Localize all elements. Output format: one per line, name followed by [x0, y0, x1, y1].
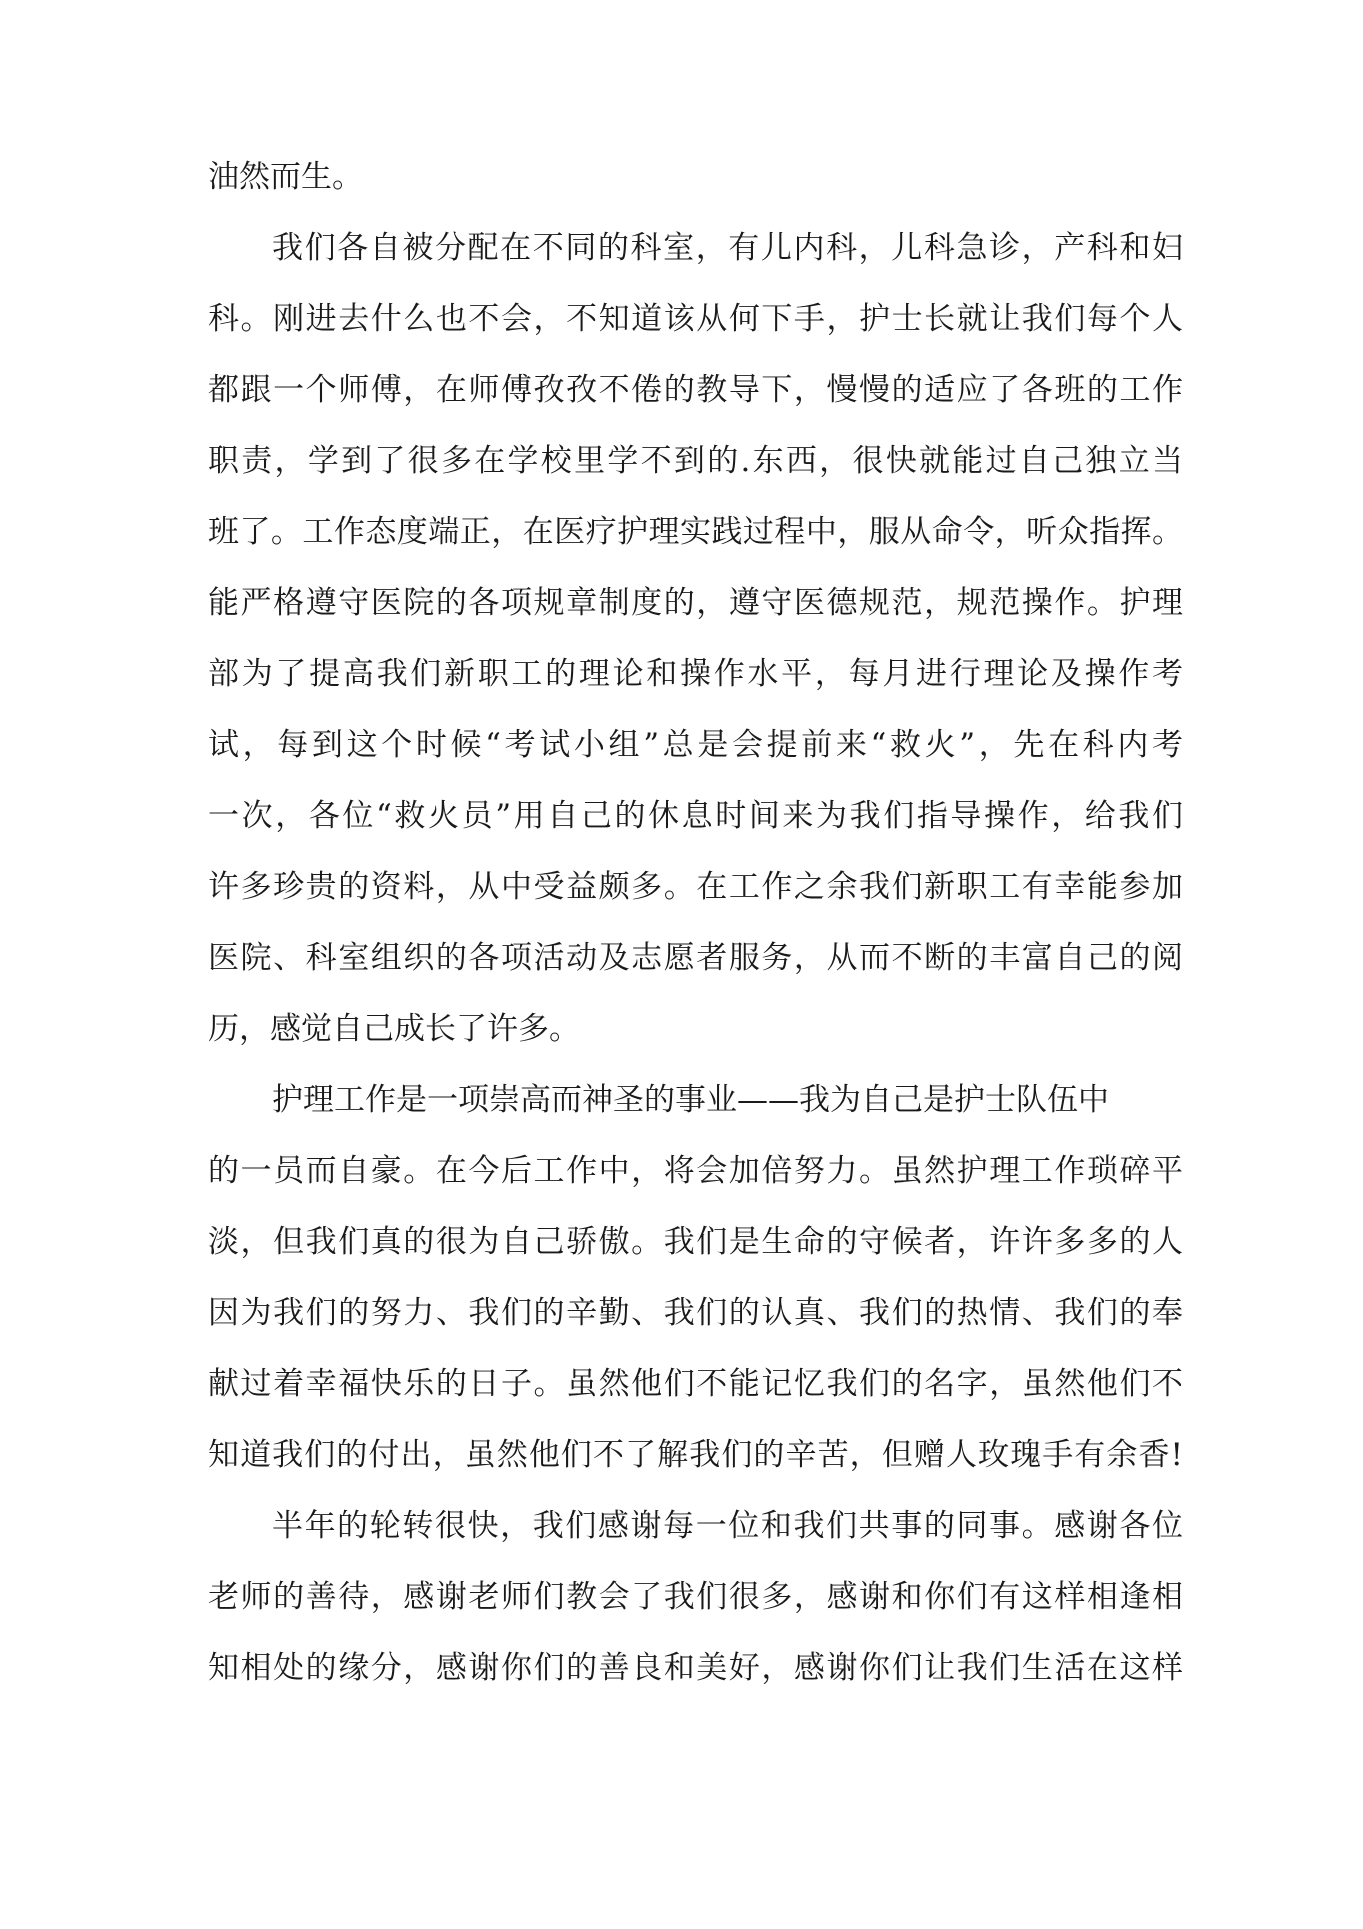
- text-line: 知道我们的付出，虽然他们不了解我们的辛苦，但赠人玫瑰手有余香!: [208, 1437, 1183, 1473]
- text-line: 试，每到这个时候“考试小组”总是会提前来“救火”，先在科内考: [208, 727, 1183, 763]
- text-line: 许多珍贵的资料，从中受益颇多。在工作之余我们新职工有幸能参加: [208, 869, 1183, 905]
- text-line: 老师的善待，感谢老师们教会了我们很多，感谢和你们有这样相逢相: [208, 1579, 1183, 1615]
- text-line: 淡，但我们真的很为自己骄傲。我们是生命的守候者，许许多多的人: [208, 1224, 1183, 1260]
- text-line: 部为了提高我们新职工的理论和操作水平，每月进行理论及操作考: [208, 656, 1183, 692]
- text-line: 油然而生。: [208, 159, 363, 195]
- text-line: 因为我们的努力、我们的辛勤、我们的认真、我们的热情、我们的奉: [208, 1295, 1183, 1331]
- text-line: 班了。工作态度端正，在医疗护理实践过程中，服从命令，听众指挥。: [208, 514, 1183, 550]
- text-line: 历，感觉自己成长了许多。: [208, 1011, 580, 1047]
- text-line: 能严格遵守医院的各项规章制度的，遵守医德规范，规范操作。护理: [208, 585, 1183, 621]
- document-body: [208, 142, 1183, 1704]
- text-line: 我们各自被分配在不同的科室，有儿内科，儿科急诊，产科和妇: [272, 230, 1183, 266]
- text-line: 护理工作是一项崇高而神圣的事业——我为自己是护士队伍中: [272, 1082, 1109, 1118]
- text-line: 职责，学到了很多在学校里学不到的.东西，很快就能过自己独立当: [208, 443, 1183, 479]
- text-line: 都跟一个师傅，在师傅孜孜不倦的教导下，慢慢的适应了各班的工作: [208, 372, 1183, 408]
- text-line: 献过着幸福快乐的日子。虽然他们不能记忆我们的名字，虽然他们不: [208, 1366, 1183, 1402]
- text-line: 知相处的缘分，感谢你们的善良和美好，感谢你们让我们生活在这样: [208, 1650, 1183, 1686]
- text-line: 科。刚进去什么也不会，不知道该从何下手，护士长就让我们每个人: [208, 301, 1183, 337]
- text-line: 医院、科室组织的各项活动及志愿者服务，从而不断的丰富自己的阅: [208, 940, 1183, 976]
- text-line: 一次，各位“救火员”用自己的休息时间来为我们指导操作，给我们: [208, 798, 1183, 834]
- text-line: 的一员而自豪。在今后工作中，将会加倍努力。虽然护理工作琐碎平: [208, 1153, 1183, 1189]
- text-line: 半年的轮转很快，我们感谢每一位和我们共事的同事。感谢各位: [272, 1508, 1183, 1544]
